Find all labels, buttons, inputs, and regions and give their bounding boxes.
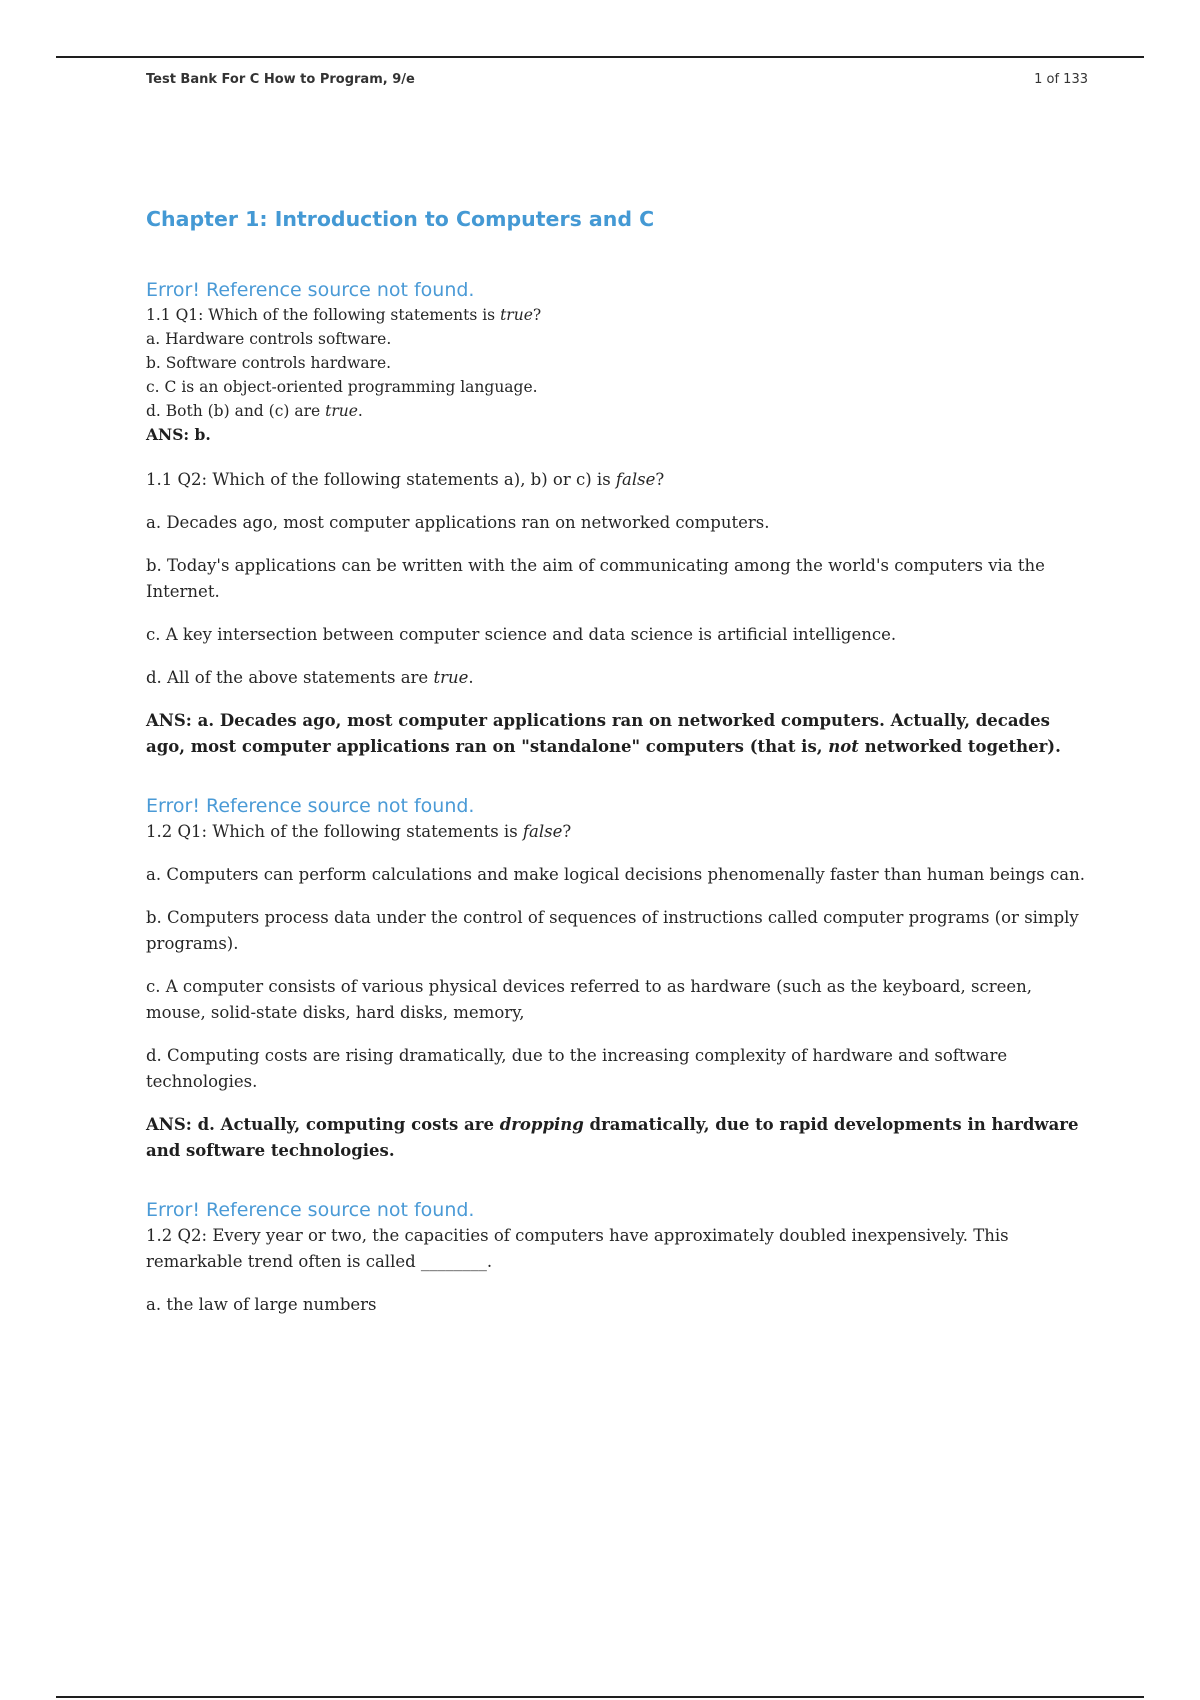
option-c: c. C is an object-oriented programming language. bbox=[146, 378, 538, 396]
question-1-2-q2 bbox=[146, 1223, 1090, 1318]
option-c: c. A computer consists of various physical devices referred to as hardware (such as the keyboard, screen, mouse, solid-state disks, hard disks, memory, bbox=[146, 977, 1032, 1022]
section-error-heading: Error! Reference source not found. bbox=[146, 1199, 475, 1221]
bottom-rule bbox=[56, 1696, 1144, 1698]
question-stem: 1.1 Q2: Which of the following statements a), b) or c) is false? bbox=[146, 470, 665, 489]
page-number: 1 of 133 bbox=[1034, 72, 1088, 87]
option-a: a. the law of large numbers bbox=[146, 1295, 377, 1314]
option-a: a. Decades ago, most computer applications ran on networked computers. bbox=[146, 513, 770, 532]
question-stem: 1.1 Q1: Which of the following statements is true? bbox=[146, 306, 542, 324]
answer: ANS: a. Decades ago, most computer applications ran on networked computers. Actually, decades ago, most computer applications ran on "standalone" computers (that is, not networked together). bbox=[146, 711, 1061, 756]
top-rule bbox=[56, 56, 1144, 58]
page-content bbox=[146, 207, 1090, 1335]
answer: ANS: b. bbox=[146, 425, 211, 444]
chapter-title: Chapter 1: Introduction to Computers and C bbox=[146, 207, 655, 231]
question-1-1-q1 bbox=[146, 303, 1090, 447]
question-1-1-q2 bbox=[146, 467, 1090, 760]
answer: ANS: d. Actually, computing costs are dropping dramatically, due to rapid developments in hardware and software technologies. bbox=[146, 1115, 1079, 1160]
option-b: b. Computers process data under the control of sequences of instructions called computer programs (or simply programs). bbox=[146, 908, 1079, 953]
option-b: b. Today's applications can be written with the aim of communicating among the world's computers via the Internet. bbox=[146, 556, 1045, 601]
option-b: b. Software controls hardware. bbox=[146, 354, 392, 372]
option-d: d. Computing costs are rising dramatically, due to the increasing complexity of hardware and software technologies. bbox=[146, 1046, 1008, 1091]
option-a: a. Computers can perform calculations and make logical decisions phenomenally faster than human beings can. bbox=[146, 865, 1085, 884]
option-c: c. A key intersection between computer science and data science is artificial intelligence. bbox=[146, 625, 897, 644]
option-a: a. Hardware controls software. bbox=[146, 330, 392, 348]
question-stem: 1.2 Q2: Every year or two, the capacities of computers have approximately doubled inexpensively. This remarkable trend often is called ________. bbox=[146, 1226, 1009, 1271]
running-header-title: Test Bank For C How to Program, 9/e bbox=[146, 72, 415, 87]
option-d: d. All of the above statements are true. bbox=[146, 668, 474, 687]
section-error-heading: Error! Reference source not found. bbox=[146, 279, 475, 301]
question-1-2-q1 bbox=[146, 819, 1090, 1164]
option-d: d. Both (b) and (c) are true. bbox=[146, 402, 363, 420]
question-stem: 1.2 Q1: Which of the following statements is false? bbox=[146, 822, 572, 841]
section-error-heading: Error! Reference source not found. bbox=[146, 795, 475, 817]
